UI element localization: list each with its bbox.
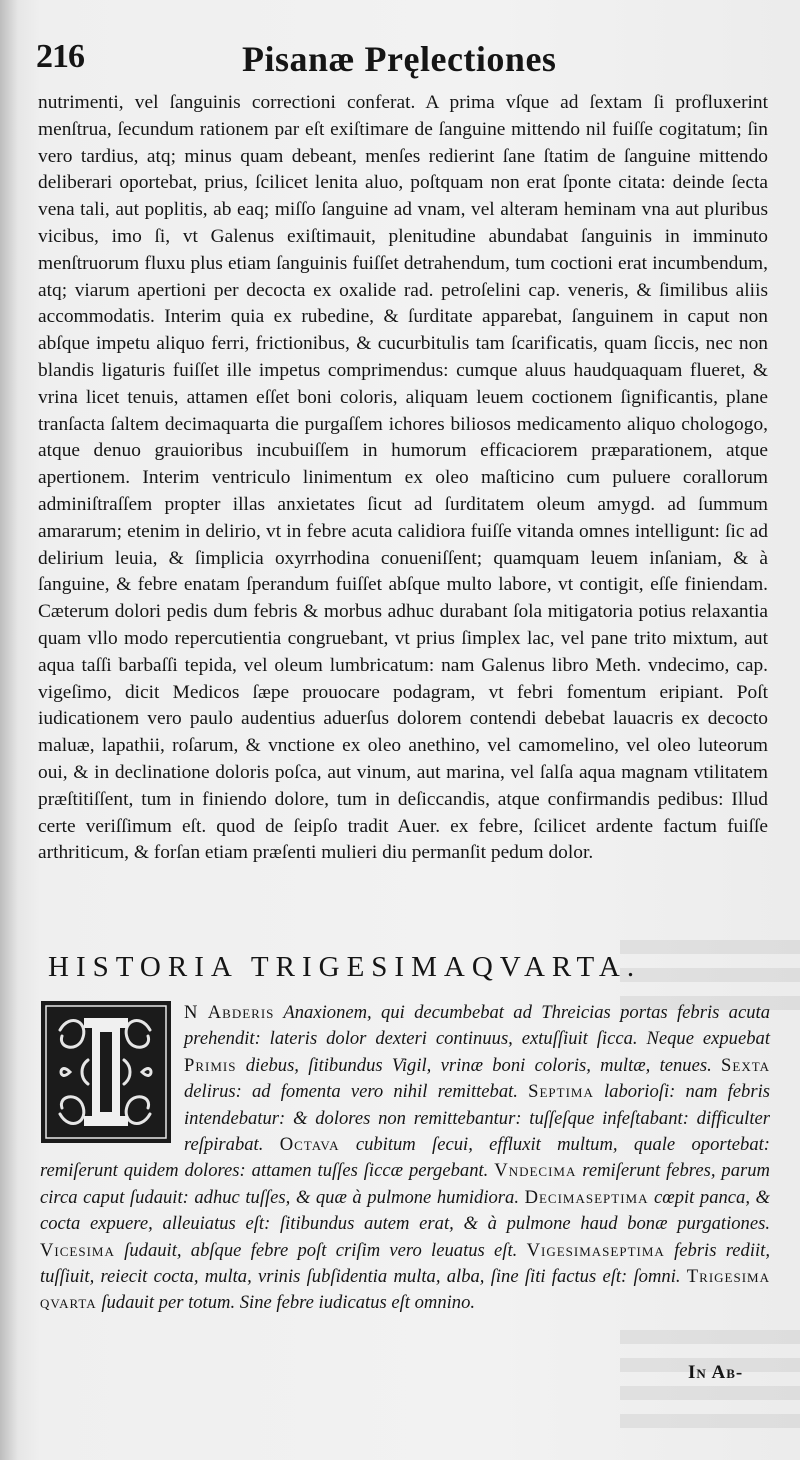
day-marker: Octava — [279, 1134, 340, 1156]
day-marker: N Abderis — [184, 1002, 275, 1023]
page-header — [36, 38, 776, 86]
page-number: 216 — [36, 38, 84, 75]
day-observation: remiſerunt febres, parum circa caput ſudauit: adhuc tuſſes, & quæ à pulmone humidiora. — [40, 1160, 770, 1208]
catchword: In Ab- — [688, 1362, 744, 1383]
commentary-text: nutrimenti, vel ſanguinis correctioni conferat. A prima vſque ad ſextam ſi profluxerint menſtrua, ſecundum rationem par eſt exiſtimare de ſanguine mittendo nil fuiſſe cogitatum; ſin vero tardius, atq; minus quam debeant, menſes redierint ſane ſtatim de ſanguine mittendo deliberari oportebat, prius, ſcilicet lenita aluo, poſtquam non erat ſponte citata: deinde ſecta vena tali, aut poplitis, ab eaq; miſſo ſanguine ad vnam, vel alteram heminam vna aut pluribus vicibus, imo ſi, vt Galenus exiſtimauit, plenitudine abundabat ſanguinis in imminuto menſtruorum fluxu plus etiam ſanguinis fuiſſet detrahendum, tum coctioni erat incumbendum, atq; viarum apertioni per decocta ex oxalide rad. petroſelini cap. veneris, & ſimilibus aliis accommodatis. Interim quia ex rubedine, & ſurditate apparebat, ſanguinem in caput non abſque impetu aliquo ferri, frictionibus, & cucurbitulis tam ſcarificatis, quam ſiccis, nec non blandis ligaturis fuiſſet ille impetus comprimendus: cumque aluus haudquaquam flueret, & vrina licet tenuis, attamen eſſet boni coloris, aliquam leuem coctionem ſignificantis, plane tranſacta ſaltem decimaquarta die purgaſſem ichores biliosos medicamento aliquo chologogo, atque denuo grauioribus incubuiſſem in humorum efficaciorem præparationem, atque apertionem. Interim ventriculo linimentum ex oleo maſticino cum puluere corallorum adminiſtraſſem propter illas anxietates ſicut ad ſurditatem oleum amygd. ad ſummum amararum; etenim in delirio, vt in febre acuta calidiora fuiſſe vitanda omnes intelligunt: ſic ad delirium leuia, & ſimplicia oxyrrhodina conueniſſent; quamquam leuem inſaniam, & à ſanguine, & febre enatam ſperandum fuiſſet abſque multo labore, vt contigit, eſſe finiendam. Cæterum dolori pedis dum febris & morbus adhuc durabant ſola mitigatoria potius relaxantia quam vllo modo repercutientia congruebant, vt prius ſimplex lac, vel pane trito mixtum, aut aqua taſſi barbaſſi tepida, vel oleum lumbricatum: nam Galenus libro Meth. vndecimo, cap. vigeſimo, dicit Medicos ſæpe prouocare podagram, vt febri fomentum eripiant. Poſt iudicationem vero paulo audentius aduerſus dolorem contendi debebat lauacris ex decocto maluæ, lapathii, roſarum, & vnctione ex oleo anethino, vel camomelino, vel oleo luteorum oui, & in declinatione doloris poſca, aut vinum, aut marina, vel ſalſa aqua magnam vtilitatem præſtitiſſent, tum in finiendo dolore, tum in deſiccandis, atque confirmandis pedibus: Illud certe veriſſimum eſt. quod de ſeipſo tradit Auer. ex febre, ſcilicet ardente factum fuiſſe arthriticum, & forſan etiam præſenti mulieri diu permanſit pedum dolor. — [38, 92, 768, 864]
running-title: Pisanæ Pręlectiones — [242, 39, 557, 79]
day-marker: Decimaseptima — [524, 1186, 649, 1208]
day-observation: ſudauit, abſque febre poſt criſim vero leuatus eſt. — [114, 1239, 527, 1261]
day-observation: cœpit panca, & cocta expuere, alleuiatus eſt: ſitibundus autem erat, & à pulmone haud bonæ purgationes. — [40, 1186, 771, 1235]
day-observation: cubitum ſecui, effluxit multum, quale oportebat: remiſerunt quidem dolores: attamen tuſſes ſiccæ pergebant. — [40, 1134, 770, 1182]
day-marker: Sexta — [721, 1054, 770, 1076]
decorated-initial-I-icon — [40, 1000, 178, 1150]
day-observation: febris rediit, tuſſiuit, reiecit cocta, multa, vrinis ſubſidentia multa, alba, ſine ſiti factus eſt: ſomni. — [40, 1239, 770, 1288]
day-observation: diebus, ſitibundus Vigil, vrinæ boni coloris, multæ, tenues. — [236, 1054, 722, 1076]
day-marker: Vicesima — [40, 1239, 115, 1261]
day-observation: Anaxionem, qui decumbebat ad Threicias portas febris acuta prehendit: lateris dolor dexteri continuus, extuſſiuit ſicca. Neque expuebat — [184, 1002, 770, 1050]
day-observation: delirus: ad fomenta vero nihil remittebat. — [184, 1081, 529, 1103]
day-marker: Vndecima — [494, 1160, 577, 1182]
day-marker: Septima — [528, 1081, 594, 1103]
section-heading: HISTORIA TRIGESIMAQVARTA. — [48, 951, 642, 983]
day-marker: Trigesima qvarta — [40, 1266, 770, 1314]
day-observation: laborioſi: nam febris intendebatur: & dolores non remittebantur: tuſſeſque infeſtabant: difficulter reſpirabat. — [184, 1081, 770, 1156]
day-marker: Vigesimaseptima — [526, 1239, 665, 1261]
day-observation: ſudauit per totum. Sine febre iudicatus eſt omnino. — [96, 1292, 476, 1314]
case-history — [40, 1000, 770, 1317]
day-marker: Primis — [184, 1054, 237, 1076]
